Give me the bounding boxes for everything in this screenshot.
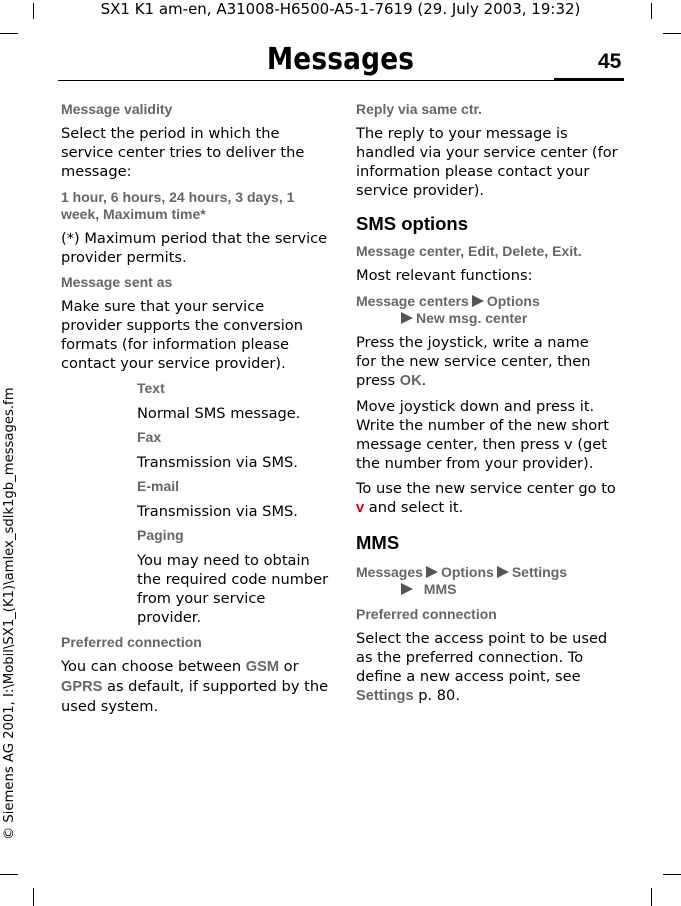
- page-title: Messages: [266, 42, 415, 77]
- sms-functions: Message center, Edit, Delete, Exit.: [356, 243, 582, 259]
- ok-key: OK: [399, 373, 422, 389]
- select-key: v: [356, 500, 365, 516]
- sms-relevant-text: Most relevant functions:: [356, 267, 533, 284]
- menu-path-continued: [398, 310, 622, 327]
- format-desc: Transmission via SMS.: [137, 454, 298, 471]
- path-step: Message centers: [356, 293, 469, 309]
- sms-options-heading: SMS options: [356, 213, 469, 234]
- message-validity-text: Select the period in which the service center tries to deliver the message:: [61, 125, 305, 180]
- preferred-connection-heading: Preferred connection: [61, 634, 202, 650]
- text-run: Press the joystick, write a name for the new service center, then press: [356, 334, 591, 389]
- arrow-right-icon: [401, 583, 413, 595]
- crop-mark: [33, 888, 34, 906]
- format-desc: Transmission via SMS.: [137, 503, 298, 520]
- crop-mark: [651, 888, 652, 906]
- mms-menu-path: [356, 564, 622, 581]
- path-step: MMS: [423, 581, 457, 597]
- path-step: Settings: [511, 564, 568, 580]
- validity-options: 1 hour, 6 hours, 24 hours, 3 days, 1 week, Maximum time*: [61, 189, 295, 222]
- arrow-right-icon: [426, 566, 438, 578]
- validity-note: (*) Maximum period that the service provider permits.: [61, 230, 328, 266]
- gprs-term: GPRS: [61, 679, 103, 695]
- right-column: [356, 101, 622, 706]
- settings-term: Settings: [356, 688, 414, 704]
- copyright-side-note: © Siemens AG 2001, I:\Mobil\SX1_(K1)\amlex_sdlk1gb_messages.fm: [2, 387, 17, 840]
- path-step: Options: [486, 293, 540, 309]
- crop-mark: [0, 33, 18, 34]
- left-column: [61, 101, 329, 716]
- message-sent-as-heading: Message sent as: [61, 274, 173, 290]
- arrow-right-icon: [472, 295, 484, 307]
- mms-preferred-connection-text: [356, 629, 622, 706]
- path-step: Messages: [356, 564, 423, 580]
- message-sent-as-text: Make sure that your service provider supports the conversion formats (for information please contact your service provider).: [61, 298, 303, 372]
- mms-heading: MMS: [356, 532, 400, 553]
- format-desc: You may need to obtain the required code number from your service provider.: [137, 552, 329, 626]
- mms-preferred-connection-heading: Preferred connection: [356, 606, 497, 622]
- text-run: as default, if supported by the used system.: [61, 678, 329, 715]
- text-run: p. 80.: [413, 687, 460, 704]
- gsm-term: GSM: [245, 659, 279, 675]
- crop-mark: [663, 874, 681, 875]
- format-label: Fax: [137, 429, 162, 445]
- text-run: and select it.: [364, 499, 464, 516]
- path-step: Options: [440, 564, 494, 580]
- format-label: Paging: [137, 527, 184, 543]
- path-step: New msg. center: [416, 310, 528, 326]
- arrow-right-icon: [401, 312, 413, 324]
- text-run: You can choose between: [61, 658, 246, 675]
- reply-heading: Reply via same ctr.: [356, 101, 483, 117]
- format-list: [137, 380, 329, 627]
- step-use-center: [356, 479, 622, 518]
- print-header: SX1 K1 am-en, A31008-H6500-A5-1-7619 (29. July 2003, 19:32): [100, 0, 581, 18]
- text-run: or: [279, 658, 299, 675]
- text-run: .: [421, 372, 427, 389]
- preferred-connection-text: [61, 657, 329, 716]
- crop-mark: [663, 33, 681, 34]
- crop-mark: [0, 874, 18, 875]
- message-validity-heading: Message validity: [61, 101, 173, 117]
- format-desc: Normal SMS message.: [137, 405, 301, 422]
- mms-menu-path-continued: [398, 581, 622, 598]
- arrow-right-icon: [497, 566, 509, 578]
- page-number: 45: [598, 50, 622, 73]
- menu-path: [356, 293, 622, 310]
- step-new-center: [356, 333, 596, 391]
- reply-text: The reply to your message is handled via your service center (for information please contact your service provider).: [356, 125, 618, 199]
- format-label: E-mail: [137, 478, 180, 494]
- title-rule: [58, 80, 624, 81]
- format-label: Text: [137, 380, 165, 396]
- text-run: To use the new service center go to: [356, 480, 616, 497]
- step-enter-number: Move joystick down and press it. Write the number of the new short message center, then press v (get the number from your provider).: [356, 398, 609, 472]
- text-run: Select the access point to be used as the preferred connection. To define a new access point, see: [356, 630, 608, 685]
- page-number-underline: [554, 78, 624, 81]
